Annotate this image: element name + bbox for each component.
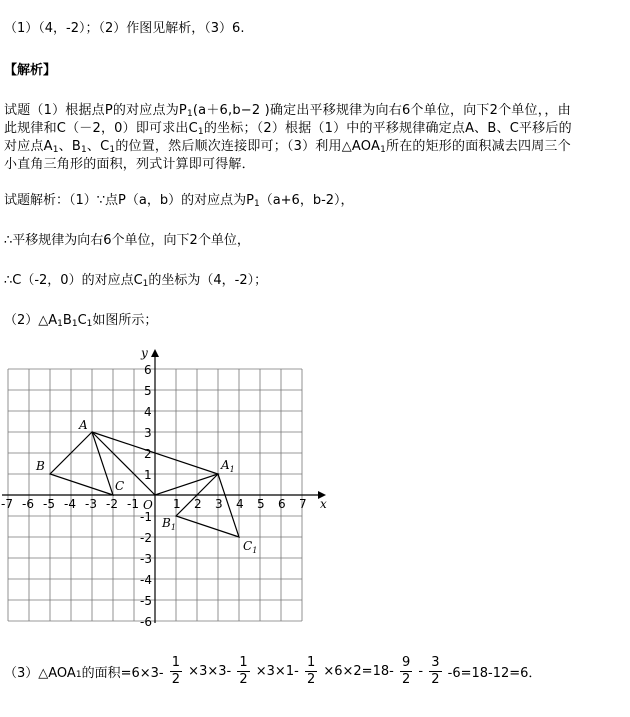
fraction-3: $\frac{1}{2}$ xyxy=(306,655,316,687)
analysis-line-1: 试题（1）根据点P的对应点为$P_1(a+6,b-2$ )确定出平移规律为向右6个单位，向下2个单位，，由 xyxy=(4,103,571,119)
fraction-5: $\frac{3}{2}$ xyxy=(431,655,440,687)
y-tick-label: 1 xyxy=(144,468,152,482)
area-formula: $(3)\triangle AOA_1$的面积=6×3- $\frac{1}{2}$ ×3×3- $\frac{1}{2}$ ×3×1- $\frac{1}{2}$ ×6×2=18- $\frac{9}{2}$ - $\frac{3}{2}$ -6=18-12=6． xyxy=(4,655,542,687)
fraction-4: $\frac{9}{2}$ xyxy=(401,655,411,687)
x-tick-label: -4 xyxy=(64,497,76,511)
x-tick-label: 1 xyxy=(173,497,181,511)
x-tick-label: 3 xyxy=(215,497,223,511)
triangle-abc xyxy=(50,432,113,495)
x-tick-label: 7 xyxy=(299,497,307,511)
y-tick-label: 3 xyxy=(144,426,152,440)
x-tick-label: 6 xyxy=(278,497,286,511)
label-b1: $B_1$ xyxy=(162,516,176,532)
x-tick-label: -3 xyxy=(85,497,97,511)
label-b: B xyxy=(36,459,45,473)
x-tick-label: -2 xyxy=(106,497,118,511)
analysis-line-3: 对应点$A_1$、$B_1$、$C_1$的位置，然后顺次连接即可；（3）利用$\triangle AOA_1$所在的矩形的面积减去四周三个 xyxy=(4,139,571,155)
x-tick-label: -7 xyxy=(1,497,13,511)
y-axis-label: y xyxy=(141,346,148,360)
triangle-a1b1c1 xyxy=(176,474,239,537)
y-tick-label: -5 xyxy=(140,594,152,608)
y-tick-label: 4 xyxy=(144,405,152,419)
tick-labels xyxy=(1,363,307,629)
label-a: A xyxy=(79,418,88,432)
label-a1: $A_1$ xyxy=(221,458,235,474)
y-tick-label: -6 xyxy=(140,615,152,629)
solution-line-1: 试题解析：（1）∵点P（a，b）的对应点为$P_1(a+6$，b-2）， xyxy=(4,193,354,209)
y-tick-label: -1 xyxy=(140,510,152,524)
y-tick-label: -3 xyxy=(140,552,152,566)
analysis-heading: 【解析】 xyxy=(4,63,57,78)
label-c: C xyxy=(115,479,125,493)
x-tick-label: -5 xyxy=(43,497,55,511)
x-tick-label: 2 xyxy=(194,497,202,511)
x-tick-label: 5 xyxy=(257,497,265,511)
x-axis-label: x xyxy=(320,497,327,511)
y-tick-label: 2 xyxy=(144,447,152,461)
y-tick-label: -4 xyxy=(140,573,152,587)
y-axis-arrow xyxy=(151,349,159,357)
analysis-line-2: 此规律和C（－2，0）即可求出$C_1$的坐标；（2）根据（1）中的平移规律确定点A、B、C平移后的 xyxy=(4,121,572,137)
fraction-2: $\frac{1}{2}$ xyxy=(239,655,248,687)
x-tick-label: -1 xyxy=(127,497,139,511)
y-tick-label: 5 xyxy=(144,384,152,398)
axes xyxy=(2,346,327,623)
y-tick-label: 6 xyxy=(144,363,152,377)
coordinate-graph xyxy=(0,345,330,635)
answer-line: （1）（4，-2）；（2）作图见解析，（3）6. xyxy=(4,21,245,36)
analysis-line-4: 小直角三角形的面积，列式计算即可得解． xyxy=(4,157,255,172)
solution-line-3: ∴C（-2，0）的对应点$C_1$的坐标为（4，-2）； xyxy=(4,273,268,289)
x-tick-label: -6 xyxy=(22,497,34,511)
y-tick-label: -2 xyxy=(140,531,152,545)
x-tick-label: 4 xyxy=(236,497,244,511)
solution-line-2: ∴平移规律为向右6个单位，向下2个单位， xyxy=(4,233,250,248)
solution-line-4: $(2)\triangle A_1B_1C_1$如图所示； xyxy=(4,313,158,329)
origin-label: O xyxy=(143,498,153,512)
fraction-1: $\frac{1}{2}$ xyxy=(171,655,181,687)
label-c1: $C_1$ xyxy=(243,539,258,555)
